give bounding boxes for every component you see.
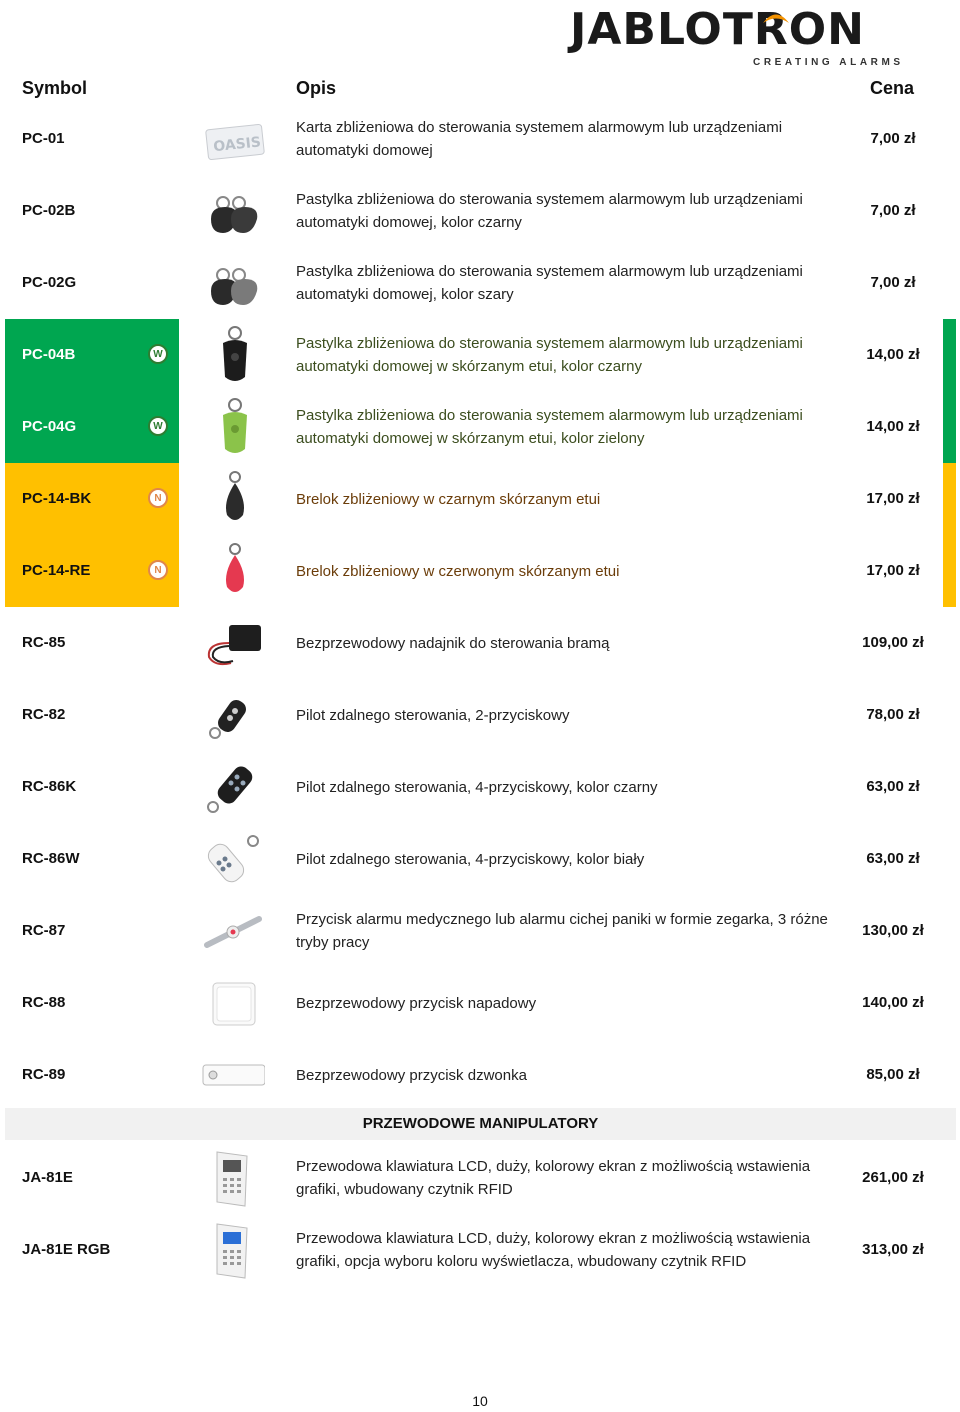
row-price: 261,00 zł — [862, 1169, 924, 1186]
row-symbol: PC-02B — [22, 202, 76, 219]
proximity-card-image — [201, 109, 265, 169]
availability-edge-green — [943, 319, 956, 391]
row-price: 109,00 zł — [862, 634, 924, 651]
row-description: Przycisk alarmu medycznego lub alarmu cichej paniki w formie zegarka, 3 różne tryby pracy — [296, 911, 828, 951]
row-description: Pastylka zbliżeniowa do sterowania systemem alarmowym lub urządzeniami automatyki domowej, kolor czarny — [296, 191, 803, 231]
row-symbol: RC-82 — [22, 706, 66, 723]
row-symbol: RC-86K — [22, 778, 77, 795]
keypad-image — [201, 1148, 265, 1208]
table-row — [5, 967, 956, 1039]
availability-badge: N — [148, 488, 168, 508]
brand-name: JABLOTRON — [570, 4, 865, 55]
teardrop-fob-red-image — [201, 541, 265, 601]
row-symbol: RC-85 — [22, 634, 66, 651]
table-row — [5, 463, 956, 535]
row-price: 85,00 zł — [866, 1066, 920, 1083]
table-row — [5, 319, 956, 391]
page-number: 10 — [472, 1393, 488, 1409]
key-fob-black-image — [201, 181, 265, 241]
row-price: 63,00 zł — [866, 850, 920, 867]
panic-watch-image — [201, 901, 265, 961]
row-symbol: RC-86W — [22, 850, 80, 867]
jablotron-logo — [570, 4, 904, 68]
availability-edge-yellow — [943, 463, 956, 535]
table-row — [5, 1142, 956, 1214]
row-symbol: RC-87 — [22, 922, 66, 939]
remote-4-button-black-image — [201, 757, 265, 817]
leather-fob-black-image — [201, 325, 265, 385]
row-price: 7,00 zł — [870, 130, 916, 147]
row-symbol: JA-81E — [22, 1169, 73, 1186]
table-row — [5, 535, 956, 607]
row-symbol: PC-14-RE — [22, 562, 91, 579]
remote-4-button-white-image — [201, 829, 265, 889]
row-description: Pastylka zbliżeniowa do sterowania systemem alarmowym lub urządzeniami automatyki domowej w skórzanym etui, kolor zielony — [296, 407, 803, 447]
header-description: Opis — [296, 78, 337, 98]
doorbell-button-image — [201, 1045, 265, 1105]
table-row — [5, 751, 956, 823]
availability-edge-yellow — [943, 535, 956, 607]
section-heading: PRZEWODOWE MANIPULATORY — [5, 1108, 956, 1140]
availability-badge: N — [148, 560, 168, 580]
row-price: 17,00 zł — [866, 562, 920, 579]
row-price: 7,00 zł — [870, 202, 916, 219]
row-price: 14,00 zł — [866, 346, 920, 363]
table-row — [5, 607, 956, 679]
table-row — [5, 1039, 956, 1111]
teardrop-fob-black-image — [201, 469, 265, 529]
logo-flame-icon — [761, 10, 791, 24]
row-symbol: PC-04G — [22, 418, 77, 435]
table-row — [5, 175, 956, 247]
row-description: Brelok zbliżeniowy w czarnym skórzanym etui — [296, 490, 601, 508]
row-description: Pastylka zbliżeniowa do sterowania systemem alarmowym lub urządzeniami automatyki domowej, kolor szary — [296, 263, 803, 303]
row-symbol: PC-04B — [22, 346, 76, 363]
row-description: Karta zbliżeniowa do sterowania systemem alarmowym lub urządzeniami automatyki domowej — [296, 119, 783, 159]
row-symbol: RC-88 — [22, 994, 66, 1011]
availability-badge: W — [148, 416, 168, 436]
row-symbol: PC-02G — [22, 274, 77, 291]
row-price: 17,00 zł — [866, 490, 920, 507]
row-price: 140,00 zł — [862, 994, 924, 1011]
row-symbol: JA-81E RGB — [22, 1241, 111, 1258]
row-symbol: RC-89 — [22, 1066, 66, 1083]
row-description: Pilot zdalnego sterowania, 2-przyciskowy — [296, 706, 570, 724]
brand-tagline: CREATING ALARMS — [753, 57, 904, 68]
availability-badge: W — [148, 344, 168, 364]
table-row — [5, 895, 956, 967]
row-description: Przewodowa klawiatura LCD, duży, kolorowy ekran z możliwością wstawienia grafiki, wbudowany czytnik RFID — [296, 1158, 811, 1198]
row-description: Bezprzewodowy nadajnik do sterowania bramą — [296, 634, 610, 652]
table-row — [5, 247, 956, 319]
table-row — [5, 823, 956, 895]
row-description: Pilot zdalnego sterowania, 4-przyciskowy, kolor czarny — [296, 778, 658, 796]
row-price: 130,00 zł — [862, 922, 924, 939]
panic-button-image — [201, 973, 265, 1033]
row-price: 313,00 zł — [862, 1241, 924, 1258]
svg-text:OASIS: OASIS — [212, 134, 262, 156]
table-row — [5, 391, 956, 463]
row-price: 78,00 zł — [866, 706, 920, 723]
table-row — [5, 103, 956, 175]
row-price: 7,00 zł — [870, 274, 916, 291]
table-row — [5, 679, 956, 751]
availability-edge-green — [943, 391, 956, 463]
table-row — [5, 1214, 956, 1286]
row-description: Bezprzewodowy przycisk dzwonka — [296, 1066, 527, 1084]
key-fob-grey-image — [201, 253, 265, 313]
row-price: 14,00 zł — [866, 418, 920, 435]
gate-transmitter-image — [201, 613, 265, 673]
row-description: Przewodowa klawiatura LCD, duży, kolorowy ekran z możliwością wstawienia grafiki, opcja wyboru koloru wyświetlacza, wbudowany czytnik RFID — [296, 1230, 811, 1270]
row-description: Pilot zdalnego sterowania, 4-przyciskowy, kolor biały — [296, 850, 645, 868]
row-description: Bezprzewodowy przycisk napadowy — [296, 994, 537, 1012]
remote-2-button-image — [201, 685, 265, 745]
row-description: Pastylka zbliżeniowa do sterowania systemem alarmowym lub urządzeniami automatyki domowej w skórzanym etui, kolor czarny — [296, 335, 803, 375]
row-price: 63,00 zł — [866, 778, 920, 795]
header-price: Cena — [870, 78, 915, 98]
leather-fob-green-image — [201, 397, 265, 457]
keypad-rgb-image — [201, 1220, 265, 1280]
row-description: Brelok zbliżeniowy w czerwonym skórzanym etui — [296, 562, 620, 580]
row-symbol: PC-01 — [22, 130, 65, 147]
header-symbol: Symbol — [22, 78, 88, 98]
row-symbol: PC-14-BK — [22, 490, 92, 507]
